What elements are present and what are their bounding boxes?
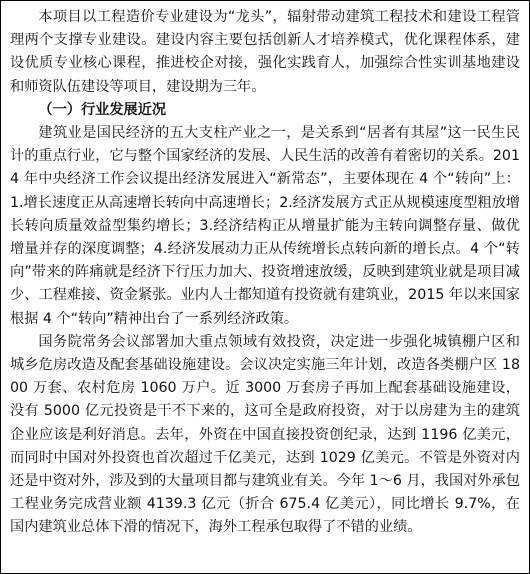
industry-paragraph: 建筑业是国民经济的五大支柱产业之一，是关系到“居者有其屋”这一民生民计的重点行业，它与整个国家经济的发展、人民生活的改善有着密切的关系。2014 年中央经济工作会议提出经济发展进入“新常态”，主要体现在 4 个“转向”上：1.增长速度正从高速增长转向中高速增长；2.经济发展方式正从规模速度型粗放增长转向质量效益型集约增长；3.经济结构正从增量扩能为主转向调整存量、做优增量并存的深度调整；4.经济发展动力正从传统增长点转向新的增长点。4 个“转向”带来的阵痛就是经济下行压力加大、投资增速放缓，反映到建筑业就是项目减少、工程难接、资金紧张。业内人士都知道有投资就有建筑业，2015 年以来国家根据 4 个“转向”精神出台了一系列经济政策。 xyxy=(10,125,520,327)
investment-paragraph: 国务院常务会议部署加大重点领域有效投资，决定进一步强化城镇棚户区和城乡危房改造及配套基础设施建设。会议决定实施三年计划，改造各类棚户区 1800 万套、农村危房 1060 万户。近 3000 万套房子再加上配套基础设施建设，没有 5000 亿元投资是干不下来的，这可全是政府投资，对于以房建为主的建筑企业应该是利好消息。去年，外资在中国直接投资创纪录，达到 1196 亿美元，而同时中国对外投资也首次超过千亿美元，达到 1029 亿美元。不管是外资对内还是中资对外，涉及到的大量项目都与建筑业有关。今年 1～6 月，我国对外承包工程业务完成营业额 4139.3 亿元（折合 675.4 亿美元），同比增长 9.7%，在国内建筑业总体下滑的情况下，海外工程承包取得了不错的业绩。 xyxy=(10,333,520,536)
intro-paragraph: 本项目以工程造价专业建设为“龙头”，辐射带动建筑工程技术和建设工程管理两个支撑专业建设。建设内容主要包括创新人才培养模式，优化课程体系，建设优质专业核心课程，推进校企对接，强化实践育人，加强综合性实训基地建设和师资队伍建设等项目，建设期为三年。 xyxy=(10,9,520,95)
section-heading: （一）行业发展近况 xyxy=(38,101,167,118)
